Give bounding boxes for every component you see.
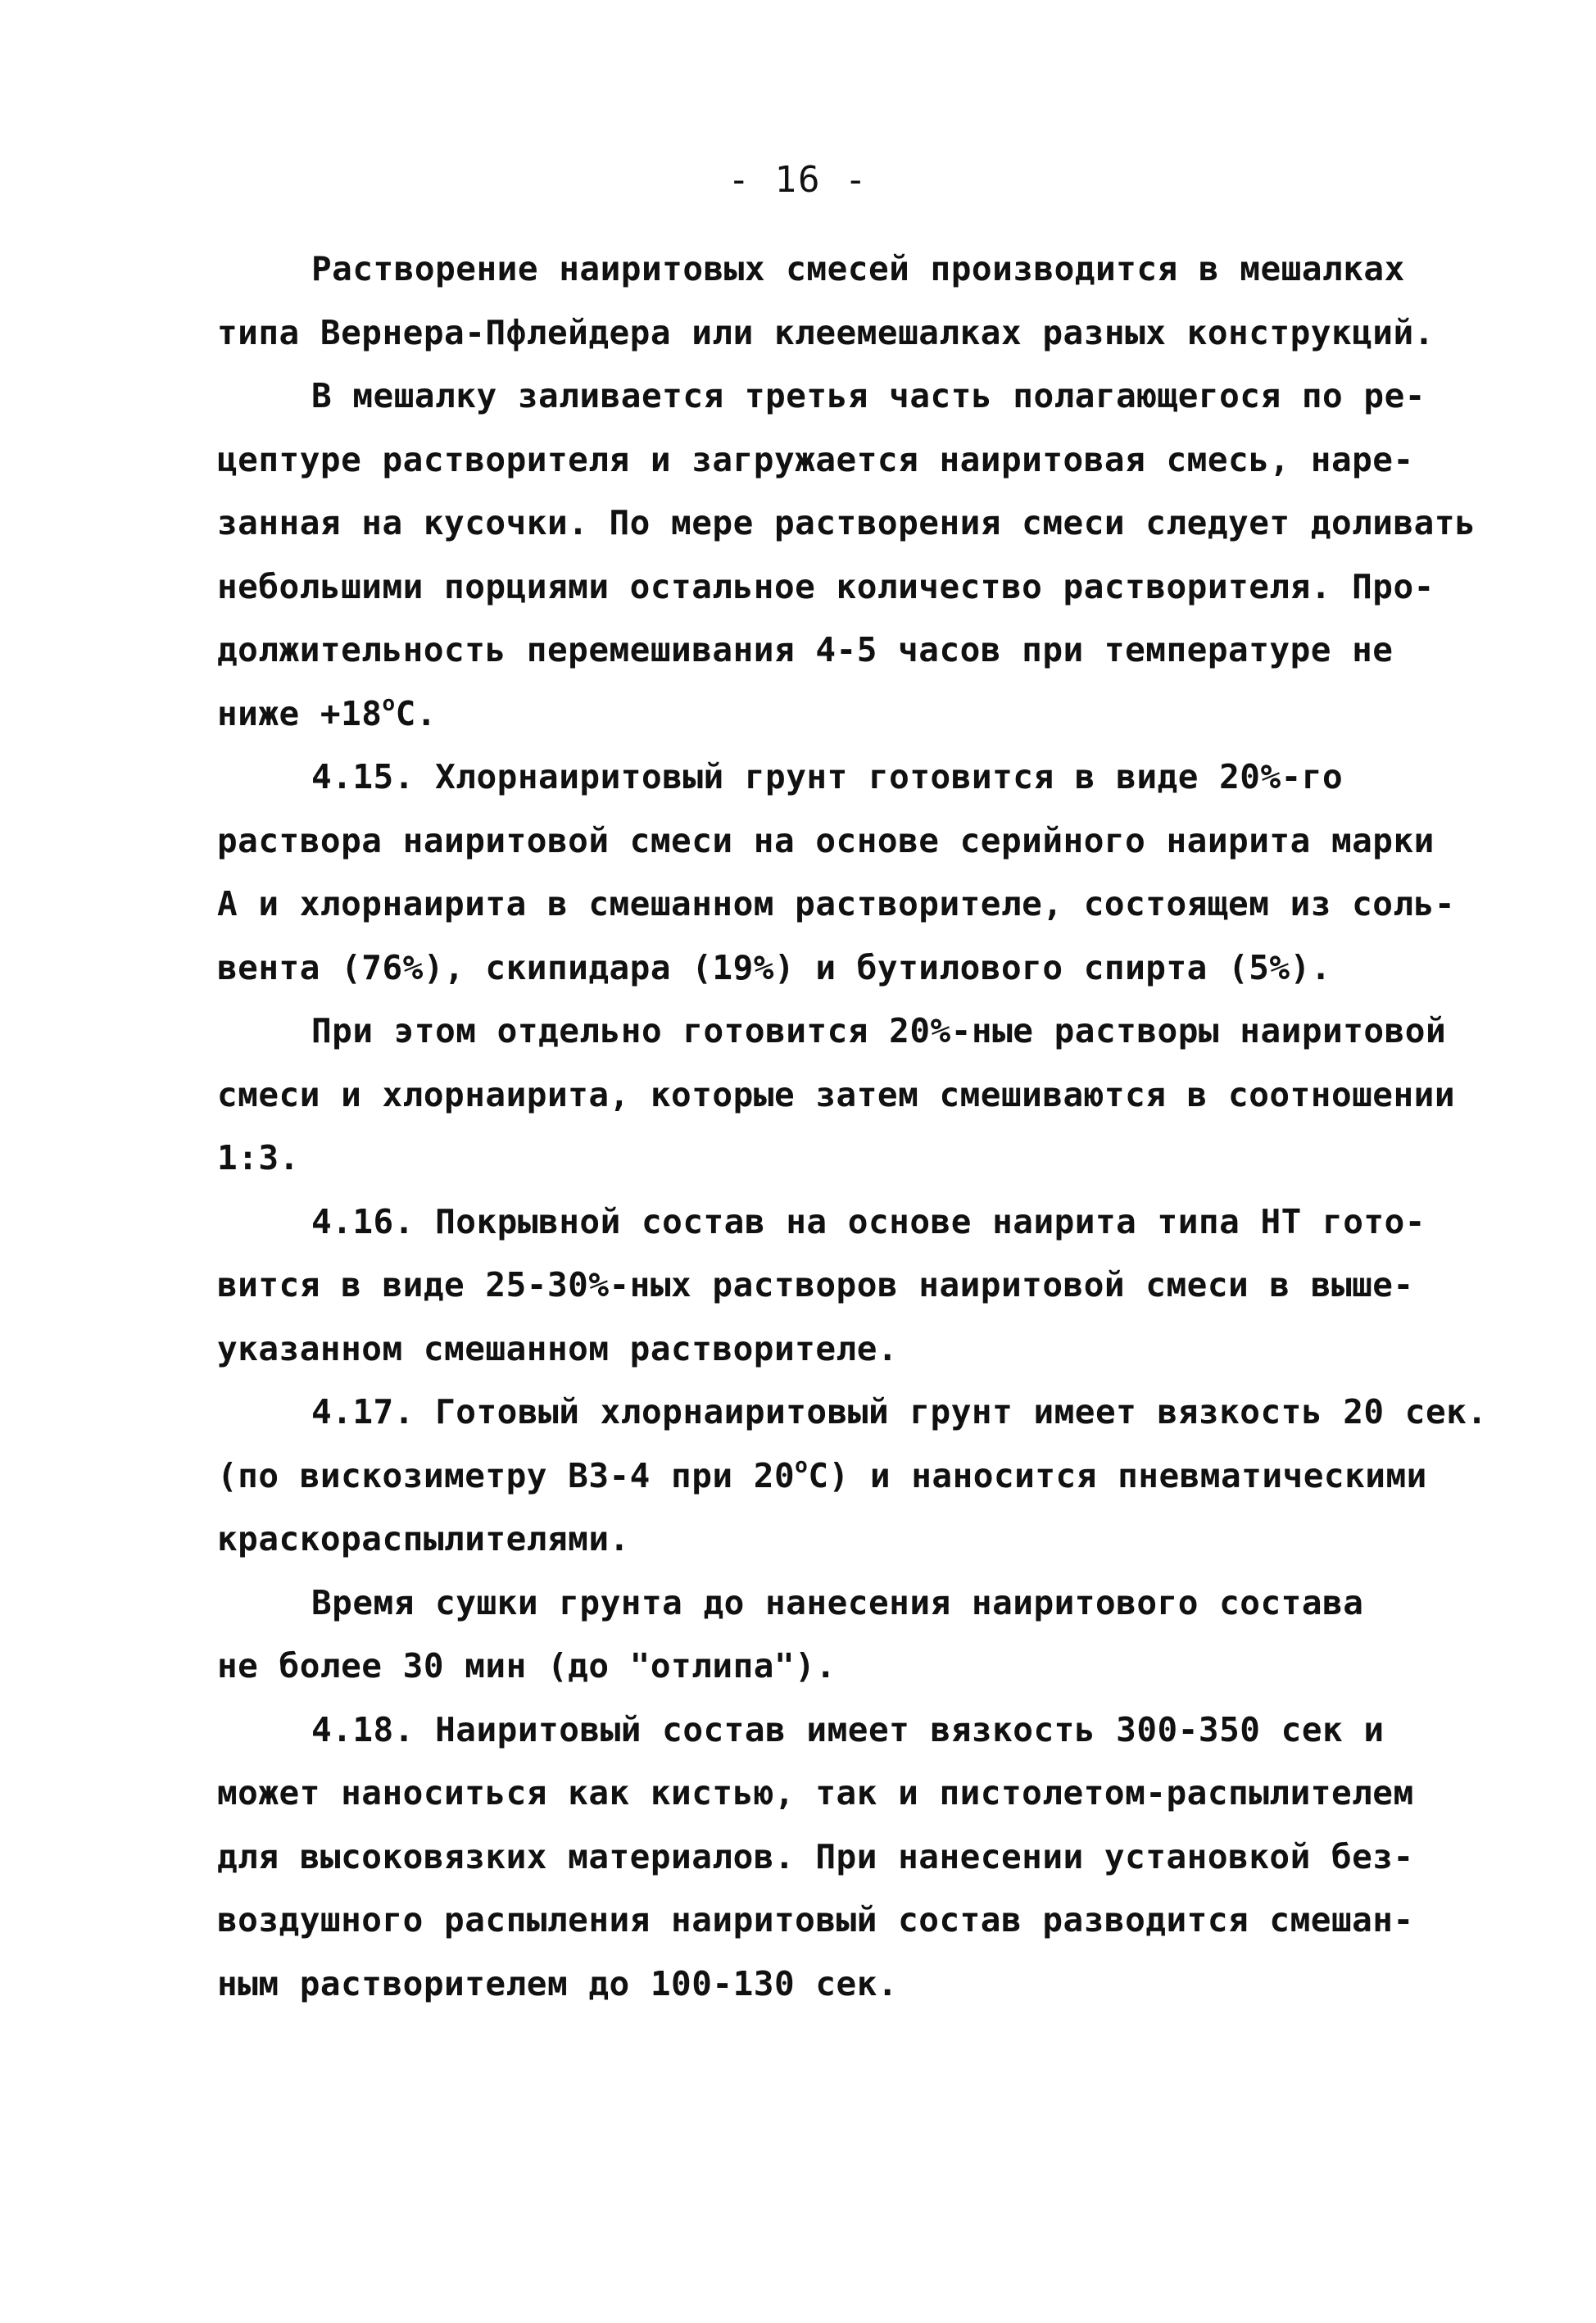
text-fragment: (по вискозиметру ВЗ-4 при 20 (217, 1455, 796, 1495)
text-line: может наноситься как кистью, так и пистолетом-распылителем (217, 1773, 1414, 1813)
text-line: 4.17. Готовый хлорнаиритовый грунт имеет вязкость 20 сек. (311, 1392, 1488, 1431)
text-fragment: С) и наносится пневматическими (808, 1455, 1427, 1495)
text-line: 1:3. (217, 1138, 300, 1177)
text-line: цептуре растворителя и загружается наиритовая смесь, наре- (217, 439, 1414, 479)
page-number: - 16 - (728, 159, 868, 201)
text-line: занная на кусочки. По мере растворения смеси следует доливать (217, 503, 1476, 542)
degree-superscript: о (382, 691, 396, 716)
text-fragment: С. (395, 693, 438, 733)
text-line: для высоковязких материалов. При нанесении установкой без- (217, 1836, 1414, 1876)
text-line: При этом отдельно готовится 20%-ные растворы наиритовой (311, 1011, 1447, 1050)
paragraph-drying-time (217, 1572, 1430, 1699)
text-line: небольшими порциями остальное количество растворителя. Про- (217, 566, 1435, 606)
paragraph-preparation (217, 1000, 1456, 1191)
text-line: 4.16. Покрывной состав на основе наирита типа НТ гото- (311, 1201, 1426, 1241)
text-line: Растворение наиритовых смесей производится в мешалках (311, 249, 1405, 288)
text-line: краскораспылителями. (217, 1519, 630, 1558)
paragraph-4-17 (217, 1381, 1488, 1572)
text-line (217, 1445, 1430, 1509)
text-line: воздушного распыления наиритовый состав разводится смешан- (217, 1900, 1414, 1940)
paragraph-4-16 (217, 1191, 1430, 1382)
text-line: смеси и хлорнаирита, которые затем смешиваются в соотношении (217, 1074, 1456, 1114)
text-line: ным растворителем до 100-130 сек. (217, 1963, 899, 2003)
text-line: не более 30 мин (до "отлипа"). (217, 1646, 837, 1686)
text-line: должительность перемешивания 4-5 часов при температуре не (217, 630, 1394, 669)
text-line: типа Вернера-Пфлейдера или клеемешалках разных конструкций. (217, 312, 1435, 352)
text-line: А и хлорнаирита в смешанном растворителе, состоящем из соль- (217, 884, 1456, 923)
text-line (217, 683, 1430, 746)
degree-superscript: о (795, 1453, 809, 1478)
text-line: Время сушки грунта до нанесения наиритового состава (311, 1582, 1364, 1622)
text-line: 4.15. Хлорнаиритовый грунт готовится в виде 20%-го (311, 757, 1344, 796)
text-fragment: ниже +18 (217, 693, 383, 733)
document-body (217, 238, 1488, 2016)
paragraph-4-18 (217, 1699, 1430, 2017)
paragraph-mixing (217, 365, 1476, 746)
paragraph-4-15 (217, 746, 1456, 1000)
text-line: В мешалку заливается третья часть полагающегося по ре- (311, 376, 1426, 415)
text-line: вится в виде 25-30%-ных растворов наиритовой смеси в выше- (217, 1265, 1414, 1304)
text-line: указанном смешанном растворителе. (217, 1328, 899, 1368)
text-line: 4.18. Наиритовый состав имеет вязкость 300-350 сек и (311, 1709, 1385, 1749)
text-line: раствора наиритовой смеси на основе серийного наирита марки (217, 820, 1435, 860)
paragraph-dissolution (217, 238, 1435, 365)
text-line: вента (76%), скипидара (19%) и бутилового спирта (5%). (217, 947, 1331, 987)
